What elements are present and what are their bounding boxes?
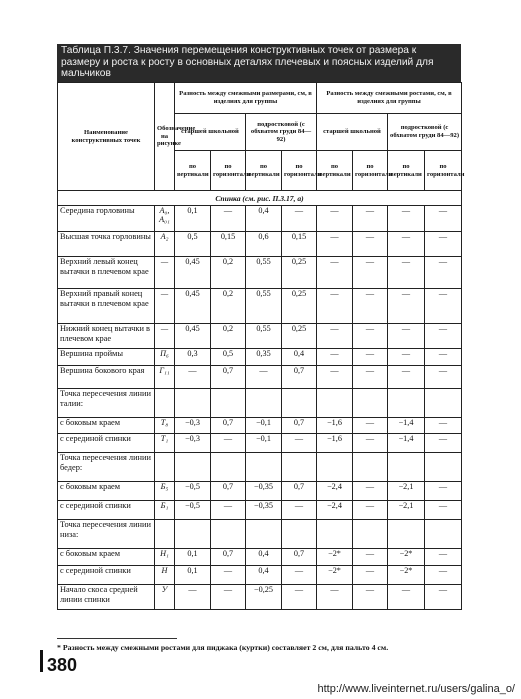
row-value: 0,1 [175,566,211,585]
row-value: — [211,585,246,610]
table-row [58,232,462,257]
row-value: 0,7 [282,366,317,389]
row-name: с боковым краем [58,549,155,566]
header-horiz: по горизонтали [211,151,246,191]
row-value: — [282,501,317,520]
row-name: Точка пересечения линии низа: [58,520,155,549]
footnote-rule [57,638,177,639]
row-value: — [353,349,388,366]
row-symbol: Г₁₁ [155,366,175,389]
row-name: Точка пересечения линии талии: [58,389,155,418]
table-row [58,566,462,585]
row-symbol: Т₈ [155,418,175,434]
row-symbol: П₆ [155,349,175,366]
row-value: — [317,206,353,232]
header-horiz: по горизонтали [282,151,317,191]
row-value: −0,5 [175,482,211,501]
header-teen-2: подростковой (с обхватом груди 84—92) [388,114,462,151]
row-value: 0,55 [246,289,282,324]
row-name: Точка пересечения линии бедер: [58,453,155,482]
table-row [58,434,462,453]
row-value [282,520,317,549]
row-value: — [317,289,353,324]
header-vert: по вертикали [246,151,282,191]
row-symbol: Н₁ [155,549,175,566]
row-value: — [317,585,353,610]
header-senior-1: старшей школьной [175,114,246,151]
row-symbol: У [155,585,175,610]
row-value: — [353,482,388,501]
row-value: — [388,206,425,232]
row-value: −2* [388,549,425,566]
table-row [58,366,462,389]
row-value: −1,6 [317,434,353,453]
row-name: с серединой спинки [58,501,155,520]
row-value [353,453,388,482]
row-value: — [353,232,388,257]
footnote: * Разность между смежными ростами для пиджака (куртки) составляет 2 см, для пальто 4 см. [57,643,389,652]
row-value: — [388,585,425,610]
row-value: — [425,482,462,501]
row-value: — [353,549,388,566]
table-row [58,418,462,434]
row-symbol: Н [155,566,175,585]
row-value: — [388,257,425,289]
header-vert: по вертикали [317,151,353,191]
row-value [282,453,317,482]
row-value [246,453,282,482]
row-value: −0,5 [175,501,211,520]
row-value [282,389,317,418]
header-symbol: Обозначение на рисунке [155,83,175,191]
row-value: −0,35 [246,482,282,501]
header-horiz: по горизонтали [425,151,462,191]
row-symbol: Т₁ [155,434,175,453]
row-value [388,389,425,418]
row-value: — [353,257,388,289]
row-value [317,389,353,418]
row-symbol: — [155,289,175,324]
row-value: −0,3 [175,418,211,434]
header-horiz: по горизонтали [353,151,388,191]
row-value: 0,35 [246,349,282,366]
row-value: — [317,324,353,349]
row-value [388,520,425,549]
row-value: — [317,366,353,389]
row-value: — [282,434,317,453]
row-value: — [388,349,425,366]
row-value: 0,2 [211,324,246,349]
header-vert: по вертикали [388,151,425,191]
row-symbol [155,389,175,418]
row-symbol: А₀, А₀₁ [155,206,175,232]
row-value: — [353,501,388,520]
row-value: −0,1 [246,418,282,434]
row-name: Высшая точка горловины [58,232,155,257]
row-value: −2,1 [388,482,425,501]
row-value: 0,2 [211,257,246,289]
row-value: — [282,566,317,585]
row-value [353,520,388,549]
table-row [58,324,462,349]
row-value [175,389,211,418]
row-value: −0,1 [246,434,282,453]
row-value: −2,4 [317,501,353,520]
row-symbol [155,520,175,549]
row-value: 0,7 [282,482,317,501]
row-value: 0,7 [211,549,246,566]
row-value: — [425,232,462,257]
row-value: — [425,418,462,434]
row-value: 0,7 [282,549,317,566]
row-symbol: Б₁ [155,501,175,520]
row-value: — [211,434,246,453]
row-value: — [425,206,462,232]
row-value [425,520,462,549]
table-row [58,206,462,232]
row-value: — [211,501,246,520]
row-name: Вершина бокового края [58,366,155,389]
row-symbol: — [155,257,175,289]
header-vert: по вертикали [175,151,211,191]
row-value: — [388,232,425,257]
row-value: 0,15 [282,232,317,257]
row-value: 0,4 [282,349,317,366]
row-name: Середина горловины [58,206,155,232]
row-value: — [175,585,211,610]
row-value: — [317,232,353,257]
row-value: 0,4 [246,566,282,585]
row-name: с серединой спинки [58,434,155,453]
row-value [175,520,211,549]
table-row [58,453,462,482]
row-value: 0,45 [175,324,211,349]
row-name: Начало скоса средней линии спинки [58,585,155,610]
row-value: 0,25 [282,289,317,324]
row-value: — [353,366,388,389]
data-table [57,82,465,610]
row-value: −1,4 [388,434,425,453]
row-value: −0,35 [246,501,282,520]
row-value: −0,25 [246,585,282,610]
row-value: 0,7 [211,418,246,434]
header-group1: Разность между смежными размерами, см, в изделиях для группы [175,83,317,114]
row-value: 0,4 [246,549,282,566]
row-value [425,453,462,482]
row-value: — [317,349,353,366]
row-value: — [282,585,317,610]
row-value: −2* [317,549,353,566]
row-value: −2* [388,566,425,585]
row-value: 0,1 [175,549,211,566]
row-symbol: А₂ [155,232,175,257]
table-row [58,257,462,289]
source-url[interactable]: http://www.liveinternet.ru/users/galina_o/ [317,683,515,695]
row-value [317,520,353,549]
row-value: 0,1 [175,206,211,232]
row-name: Верхний левый конец вытачки в плечевом крае [58,257,155,289]
row-value: −0,3 [175,434,211,453]
row-symbol [155,453,175,482]
page-number-bar [40,650,43,672]
row-symbol: Б₅ [155,482,175,501]
row-value: 0,2 [211,289,246,324]
row-value [246,389,282,418]
row-value: 0,25 [282,324,317,349]
row-value: 0,7 [211,366,246,389]
row-value: — [211,206,246,232]
row-value: — [353,206,388,232]
table-row [58,289,462,324]
header-teen-1: подростковой (с обхватом груди 84—92) [246,114,317,151]
row-value [211,453,246,482]
row-value: 0,6 [246,232,282,257]
row-value: — [282,206,317,232]
row-value: 0,15 [211,232,246,257]
row-value: — [425,349,462,366]
row-value: — [353,324,388,349]
row-value: 0,4 [246,206,282,232]
row-value: — [425,434,462,453]
row-value: — [246,366,282,389]
row-value: — [353,418,388,434]
row-name: Нижний конец вытачки в плечевом крае [58,324,155,349]
table-title: Таблица П.3.7. Значения перемещения конструктивных точек от размера к размеру и роста к росту в основных деталях плечевых и поясных изделий для мальчиков [57,44,461,82]
row-value [211,520,246,549]
row-name: с серединой спинки [58,566,155,585]
row-symbol: — [155,324,175,349]
row-value: — [425,501,462,520]
row-value: — [353,585,388,610]
row-value: 0,25 [282,257,317,289]
row-value: — [317,257,353,289]
row-value: — [425,549,462,566]
row-value [246,520,282,549]
row-value [425,389,462,418]
row-value: −1,6 [317,418,353,434]
row-value: — [425,366,462,389]
row-value [353,389,388,418]
row-value: — [388,289,425,324]
table-row [58,389,462,418]
row-value: — [211,566,246,585]
header-senior-2: старшей школьной [317,114,388,151]
row-value: 0,55 [246,257,282,289]
row-value: 0,55 [246,324,282,349]
row-value: — [425,324,462,349]
header-group2: Разность между смежными ростами, см, в изделиях для группы [317,83,462,114]
row-value [175,453,211,482]
section-title: Спинка (см. рис. П.3.17, а) [58,191,462,206]
row-value: 0,5 [211,349,246,366]
page-number: 380 [47,655,78,675]
row-value: — [388,324,425,349]
row-value [317,453,353,482]
row-value: — [353,434,388,453]
row-value: 0,5 [175,232,211,257]
row-value: 0,45 [175,257,211,289]
row-value: — [425,566,462,585]
row-value: — [353,289,388,324]
table-row [58,482,462,501]
row-value: 0,7 [211,482,246,501]
row-value: 0,7 [282,418,317,434]
row-value: — [388,366,425,389]
row-name: с боковым краем [58,418,155,434]
row-value: −2,4 [317,482,353,501]
table-row [58,501,462,520]
row-value: — [425,289,462,324]
table-row [58,585,462,610]
table-row [58,549,462,566]
row-name: с боковым краем [58,482,155,501]
row-value: — [425,257,462,289]
row-value [388,453,425,482]
row-value: — [425,585,462,610]
table-row [58,520,462,549]
row-name: Вершина проймы [58,349,155,366]
header-name: Наименование конструктивных точек [58,83,155,191]
row-value: 0,45 [175,289,211,324]
row-name: Верхний правый конец вытачки в плечевом крае [58,289,155,324]
row-value: −1,4 [388,418,425,434]
row-value: −2* [317,566,353,585]
row-value: −2,1 [388,501,425,520]
row-value: — [353,566,388,585]
table-row [58,349,462,366]
row-value: 0,3 [175,349,211,366]
row-value: — [175,366,211,389]
row-value [211,389,246,418]
